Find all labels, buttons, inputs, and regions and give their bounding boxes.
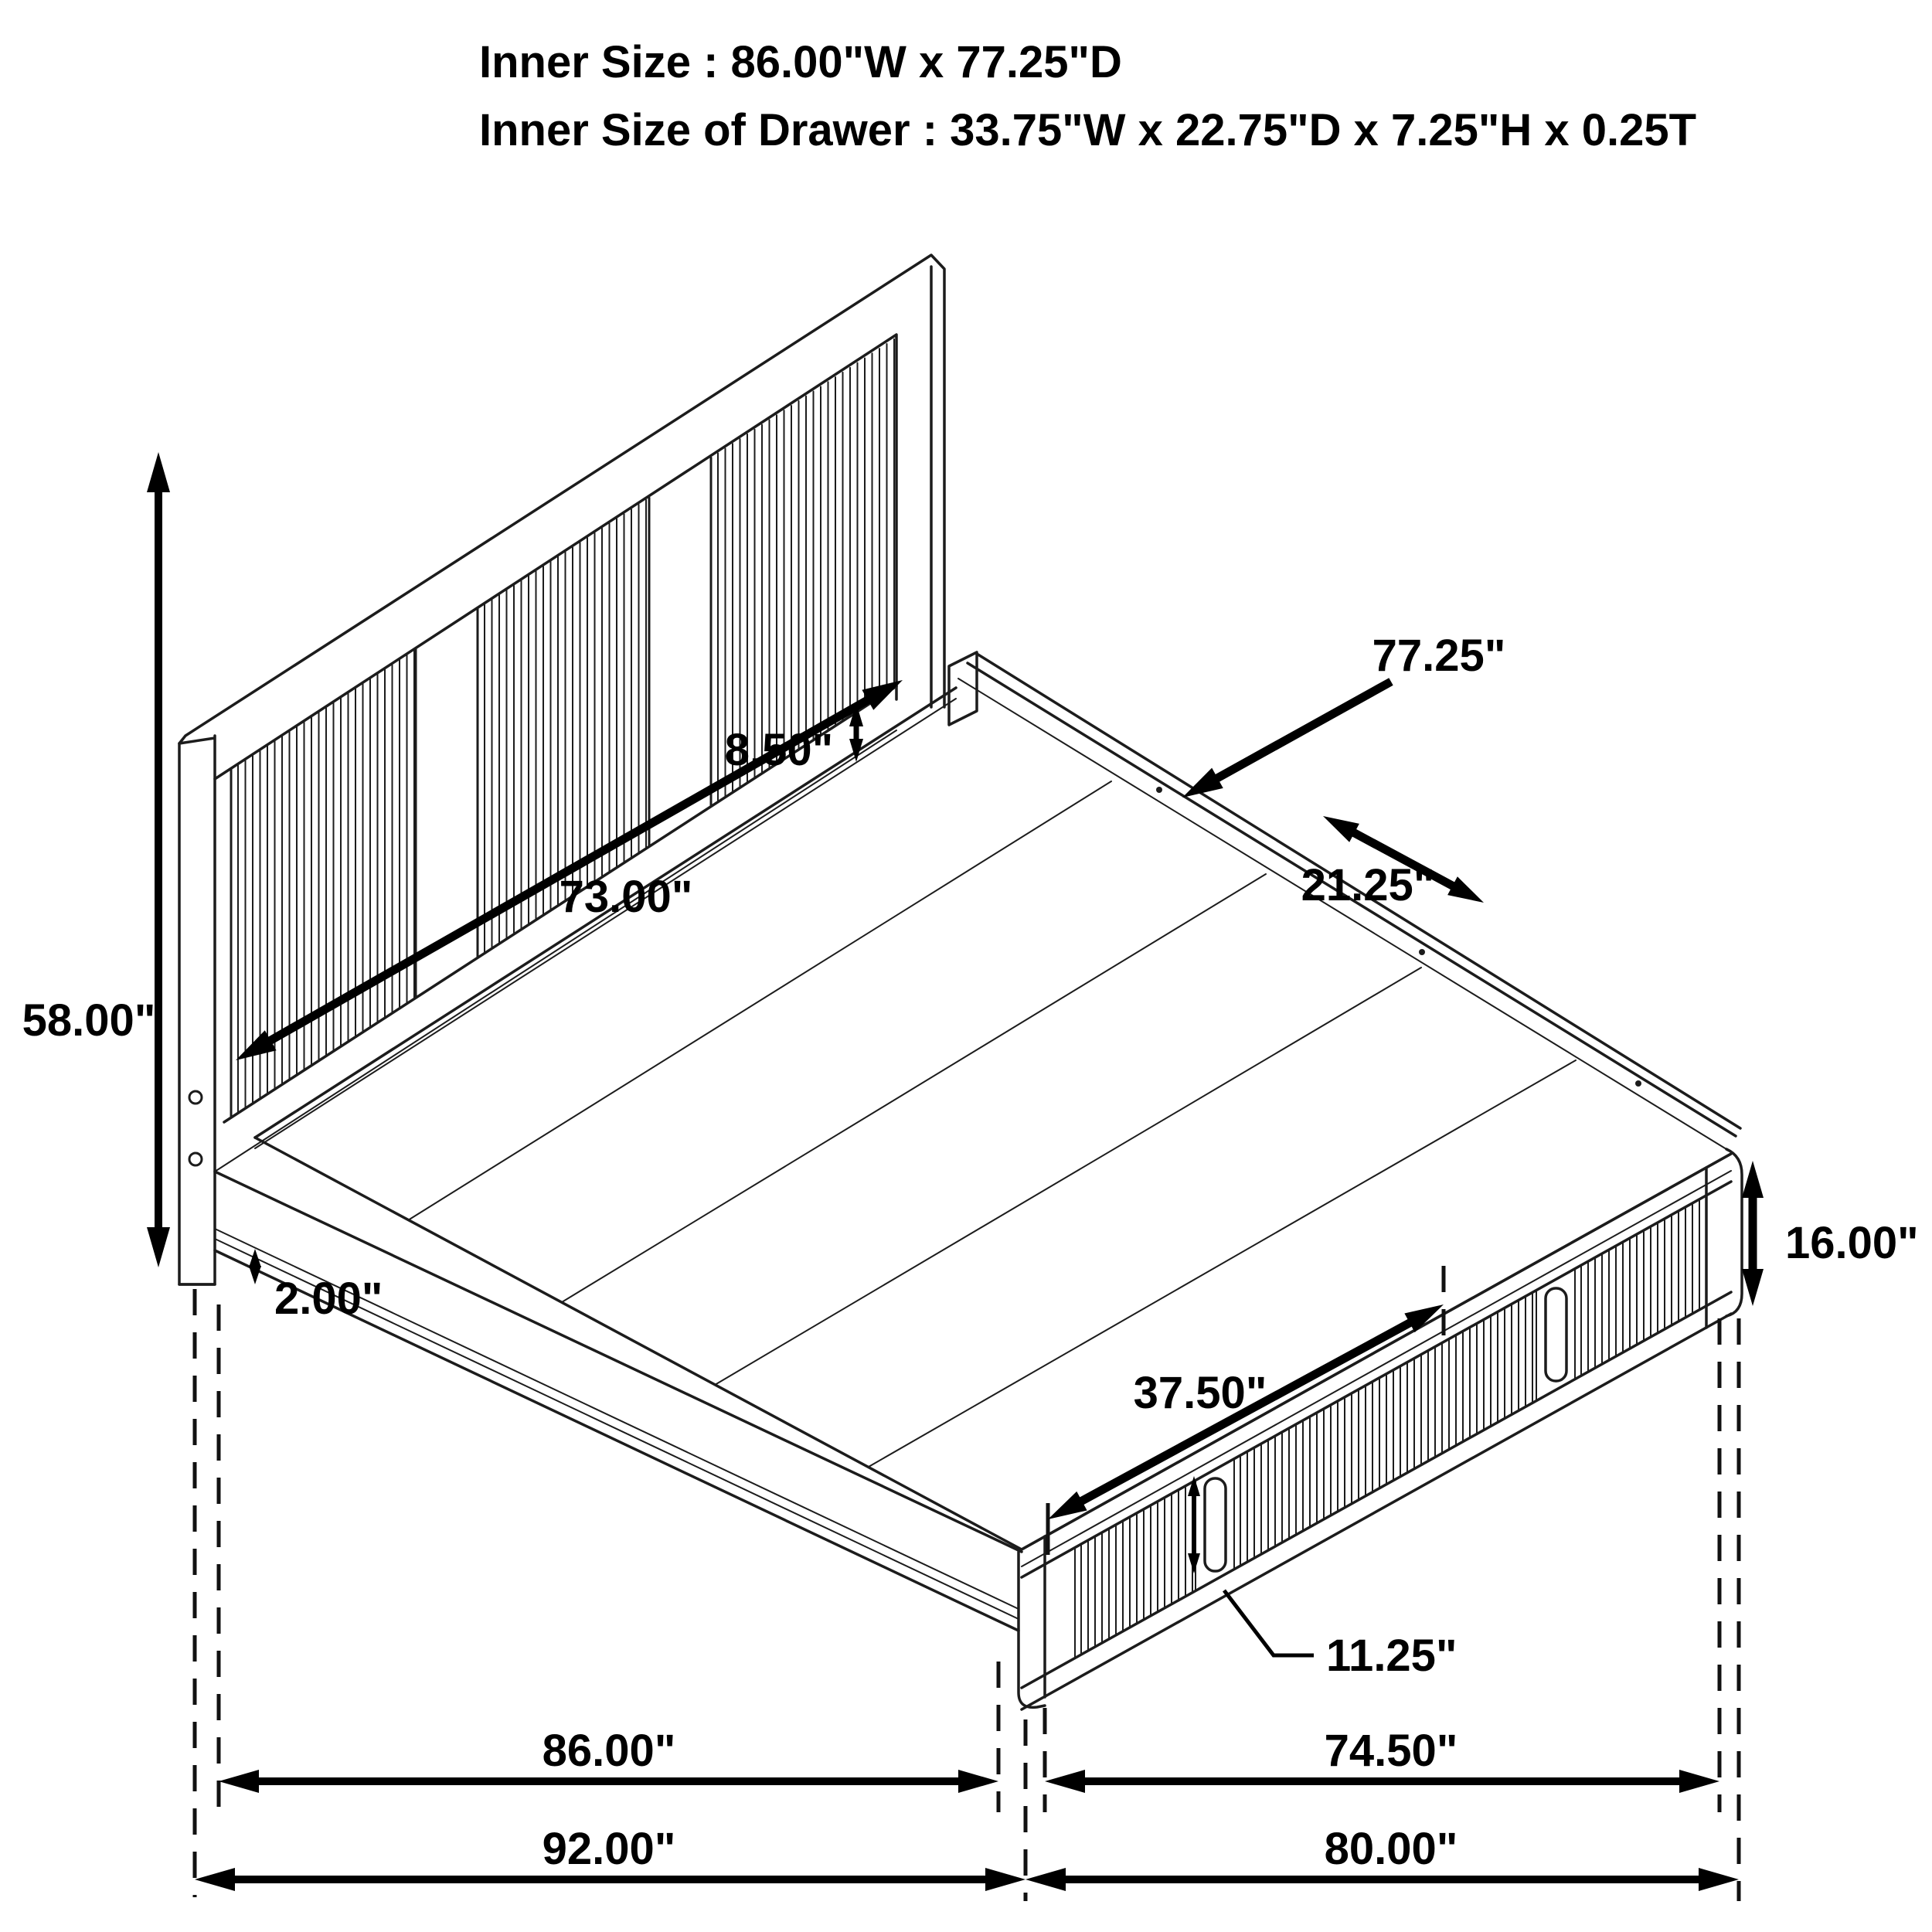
label-side-inner-length: 74.50" [1324,1726,1458,1776]
rail-screw-hole [1635,1080,1641,1087]
label-inner-width: 86.00" [542,1726,676,1776]
footboard-drawers [1019,1149,1742,1709]
deck-left-edge [255,1138,1022,1549]
foot-band-line2 [1022,1182,1731,1577]
label-overall-length: 80.00" [1324,1824,1458,1874]
label-handle-height: 11.25" [1326,1631,1458,1681]
headboard-outline [179,255,944,743]
label-floor-clearance: 2.00" [274,1274,383,1324]
drawer-handle-left [1205,1478,1226,1571]
right-rail-deck-line [958,679,1726,1149]
drawer-handle-right [1546,1288,1566,1381]
label-overall-width: 92.00" [542,1824,676,1874]
label-headboard-width: 73.00" [559,872,693,922]
dimension-arrows [147,452,1764,1891]
left-side-rail [179,1172,1022,1631]
drawer-panel-edges [1075,1196,1706,1658]
label-platform-height: 16.00" [1785,1218,1919,1268]
deck-back-cleat [255,699,956,1148]
leader-handle-height [1224,1590,1314,1655]
label-mattress-depth: 77.25" [1372,631,1506,681]
headboard-left-side-band [179,736,215,1284]
rail-screw-hole [1156,787,1162,793]
projection-guides [195,1266,1739,1901]
rail-screw-hole [1419,949,1425,955]
label-rail-depth: 21.25" [1301,860,1435,910]
headboard-bottom-rail-bottom [215,730,896,1172]
foot-right-corner-post [1706,1149,1742,1328]
left-rail-top [215,1172,1022,1552]
label-gap-height: 8.50" [724,725,834,775]
title-line-1: Inner Size : 86.00"W x 77.25"D [479,37,1122,87]
arrow-mattress-depth [1210,682,1391,782]
label-drawer-span: 37.50" [1133,1368,1267,1418]
title-line-2: Inner Size of Drawer : 33.75"W x 22.75"D x 7.25"H x 0.25T [479,105,1697,155]
label-headboard-height: 58.00" [22,995,156,1046]
foot-band-line1 [1022,1171,1731,1566]
headboard-top-rail-inner [215,335,896,779]
headboard-leg-hole [189,1091,202,1104]
drawer-slat-panels [1081,1199,1699,1655]
bed-line-art [179,255,1742,1709]
headboard-leg-hole [189,1153,202,1165]
annotation-labels [22,37,1919,1874]
